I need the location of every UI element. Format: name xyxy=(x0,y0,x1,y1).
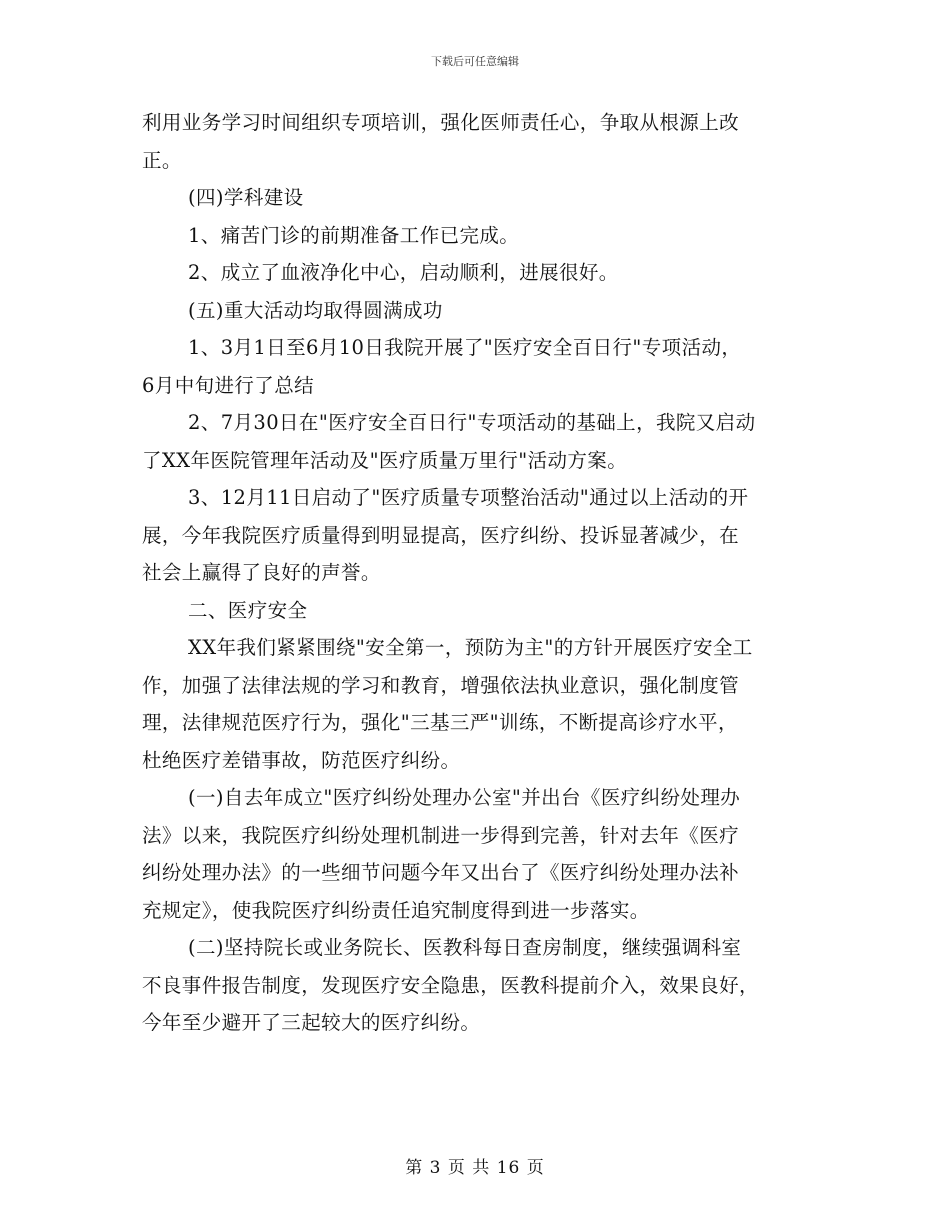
page-number-footer: 第 3 页 共 16 页 xyxy=(405,1158,545,1178)
text-line: 杜绝医疗差错事故，防范医疗纠纷。 xyxy=(142,748,461,772)
text-line: (二)坚持院长或业务院长、医教科每日查房制度，继续强调科室 xyxy=(188,936,742,959)
page-header-note: 下载后可任意编辑 xyxy=(431,55,519,68)
text-line: 2、7月30日在"医疗安全百日行"专项活动的基础上，我院又启动 xyxy=(188,411,756,434)
text-line: 6月中旬进行了总结 xyxy=(142,373,315,397)
text-line: 作，加强了法律法规的学习和教育，增强依法执业意识，强化制度管 xyxy=(142,673,740,697)
text-line: 理，法律规范医疗行为，强化"三基三严"训练，不断提高诊疗水平， xyxy=(142,711,738,734)
text-line: 利用业务学习时间组织专项培训，强化医师责任心，争取从根源上改 xyxy=(142,111,740,134)
text-line: 展，今年我院医疗质量得到明显提高，医疗纠纷、投诉显著减少，在 xyxy=(142,523,740,547)
text-line: XX年我们紧紧围绕"安全第一，预防为主"的方针开展医疗安全工 xyxy=(188,636,753,659)
text-line: 3、12月11日启动了"医疗质量专项整治活动"通过以上活动的开 xyxy=(188,486,749,509)
text-line: (五)重大活动均取得圆满成功 xyxy=(188,298,443,322)
text-line: 不良事件报告制度，发现医疗安全隐患，医教科提前介入，效果良好， xyxy=(142,973,759,997)
text-line: 1、3月1日至6月10日我院开展了"医疗安全百日行"专项活动， xyxy=(188,336,742,359)
text-line: 充规定》，使我院医疗纠纷责任追究制度得到进一步落实。 xyxy=(142,898,650,922)
text-line: 二、医疗安全 xyxy=(188,598,308,622)
document-body xyxy=(142,104,818,1042)
text-line: 纠纷处理办法》的一些细节问题今年又出台了《医疗纠纷处理办法补 xyxy=(142,861,740,884)
text-line: 正。 xyxy=(142,148,182,172)
text-line: (一)自去年成立"医疗纠纷处理办公室"并出台《医疗纠纷处理办 xyxy=(188,786,741,809)
text-line: 了XX年医院管理年活动及"医疗质量万里行"活动方案。 xyxy=(142,448,628,472)
text-line: 2、成立了血液净化中心，启动顺利，进展很好。 xyxy=(188,261,619,284)
text-line: (四)学科建设 xyxy=(188,186,304,209)
text-line: 今年至少避开了三起较大的医疗纠纷。 xyxy=(142,1011,481,1034)
text-line: 法》以来，我院医疗纠纷处理机制进一步得到完善，针对去年《医疗 xyxy=(142,823,740,847)
text-line: 1、痛苦门诊的前期准备工作已完成。 xyxy=(188,223,520,247)
text-line: 社会上赢得了良好的声誉。 xyxy=(142,561,381,584)
